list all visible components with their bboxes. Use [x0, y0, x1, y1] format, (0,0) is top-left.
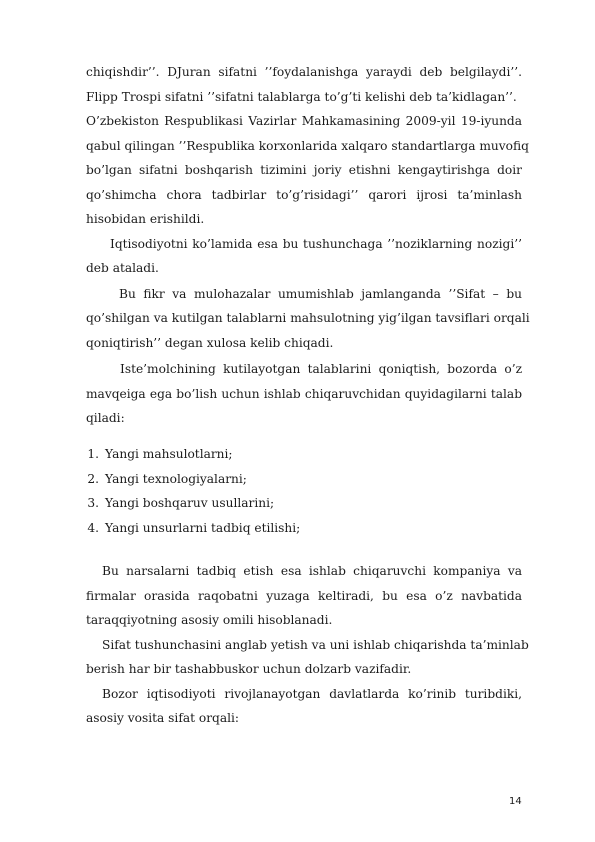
text-line: hisobidan erishildi.	[86, 212, 205, 226]
page-number: 14	[509, 796, 522, 807]
text-line: Bu narsalarni tadbiq etish esa ishlab chiqaruvchi kompaniya va	[102, 564, 522, 578]
list-item-number: 1.	[87, 447, 99, 461]
text-line: Bozor iqtisodiyoti rivojlanayotgan davlatlarda ko’rinib turibdiki,	[102, 687, 522, 701]
text-line: mavqeiga ega bo’lish uchun ishlab chiqaruvchidan quyidagilarni talab	[86, 387, 522, 401]
text-line: Bu fikr va mulohazalar umumishlab jamlanganda ’’Sifat – bu	[119, 287, 522, 301]
list-item-text: Yangi unsurlarni tadbiq etilishi;	[105, 521, 301, 535]
text-line: deb ataladi.	[86, 261, 159, 275]
text-line: firmalar orasida raqobatni yuzaga keltiradi, bu esa o’z navbatida	[86, 589, 522, 603]
text-line: qabul qilingan ’’Respublika korxonlarida xalqaro standartlarga muvofiq	[86, 139, 529, 153]
list-item-number: 2.	[87, 472, 99, 486]
text-line: taraqqiyotning asosiy omili hisoblanadi.	[86, 613, 333, 627]
text-line: qo’shilgan va kutilgan talablarni mahsulotning yig’ilgan tavsiflari orqali	[86, 311, 530, 325]
text-line: bo’lgan sifatni boshqarish tizimini joriy etishni kengaytirishga doir	[86, 163, 522, 177]
list-item-number: 4.	[87, 521, 99, 535]
text-line: Iste’molchining kutilayotgan talablarini qoniqtish, bozorda o’z	[120, 362, 522, 376]
text-line: qiladi:	[86, 411, 125, 425]
text-line: O’zbekiston Respublikasi Vazirlar Mahkamasining 2009-yil 19-iyunda	[86, 114, 522, 128]
text-line: qoniqtirish’’ degan xulosa kelib chiqadi.	[86, 336, 334, 350]
text-line: Sifat tushunchasini anglab yetish va uni ishlab chiqarishda ta’minlab	[102, 638, 529, 652]
text-line: Flipp Trospi sifatni ’’sifatni talablarga to’g’ti kelishi deb ta’kidlagan’’.	[86, 90, 517, 104]
list-item-number: 3.	[87, 496, 99, 510]
text-line: Iqtisodiyotni ko’lamida esa bu tushunchaga ’’noziklarning nozigi’’	[110, 237, 522, 251]
list-item-text: Yangi mahsulotlarni;	[105, 447, 233, 461]
text-line: asosiy vosita sifat orqali:	[86, 711, 240, 725]
text-line: qo’shimcha chora tadbirlar to’g’risidagi’’ qarori ijrosi ta’minlash	[86, 188, 522, 202]
list-item-text: Yangi texnologiyalarni;	[105, 472, 247, 486]
text-line: berish har bir tashabbuskor uchun dolzarb vazifadir.	[86, 662, 412, 676]
list-item-text: Yangi boshqaruv usullarini;	[105, 496, 275, 510]
text-line: chiqishdir’’. DJuran sifatni ’’foydalanishga yaraydi deb belgilaydi’’.	[86, 65, 522, 79]
